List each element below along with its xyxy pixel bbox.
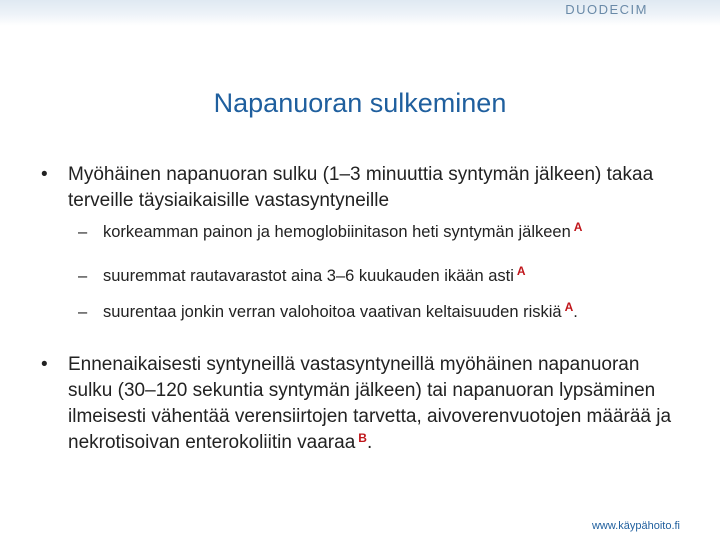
evidence-grade: A [564, 300, 574, 314]
sub-bullet-text: korkeamman painon ja hemoglobiinitason heti syntymän jälkeen [103, 223, 571, 241]
evidence-grade: A [573, 220, 583, 234]
sub-bullet-text-wrap [103, 301, 663, 324]
sub-bullet-marker: – [78, 267, 88, 285]
evidence-grade: A [516, 264, 526, 278]
bullet-marker: • [41, 164, 48, 185]
bullet-text-wrap [68, 352, 678, 457]
footer-url[interactable]: www.käypähoito.fi [591, 520, 680, 532]
sub-bullet-marker: – [78, 223, 88, 241]
evidence-grade: B [358, 431, 367, 445]
sub-bullet-marker: – [78, 303, 88, 321]
sub-bullet-text: suuremmat rautavarastot aina 3–6 kuukauden ikään asti [103, 267, 514, 285]
bullet-punct: . [366, 432, 373, 453]
sub-bullet-text-wrap [103, 265, 663, 288]
sub-bullet-punct: . [573, 303, 578, 321]
sub-bullet-text: suurentaa jonkin verran valohoitoa vaativan keltaisuuden riskiä [103, 303, 562, 321]
duodecim-logo: DUODECIM [565, 2, 648, 17]
slide-title: Napanuoran sulkeminen [213, 88, 507, 118]
bullet-text: Myöhäinen napanuoran sulku (1–3 minuuttia syntymän jälkeen) takaa terveille täysiaikaisille vastasyntyneille [68, 164, 654, 211]
bullet-marker: • [41, 354, 48, 375]
bullet-text: Ennenaikaisesti syntyneillä vastasyntyneillä myöhäinen napanuoran sulku (30–120 sekuntia syntymän jälkeen) tai napanuoran lypsäminen ilmeisesti vähentää verensiirtojen tarvetta, aivoverenvuotojen määrää ja nekrotisoivan enterokoliitin vaaraa [68, 354, 672, 453]
sub-bullet-text-wrap [103, 221, 663, 244]
